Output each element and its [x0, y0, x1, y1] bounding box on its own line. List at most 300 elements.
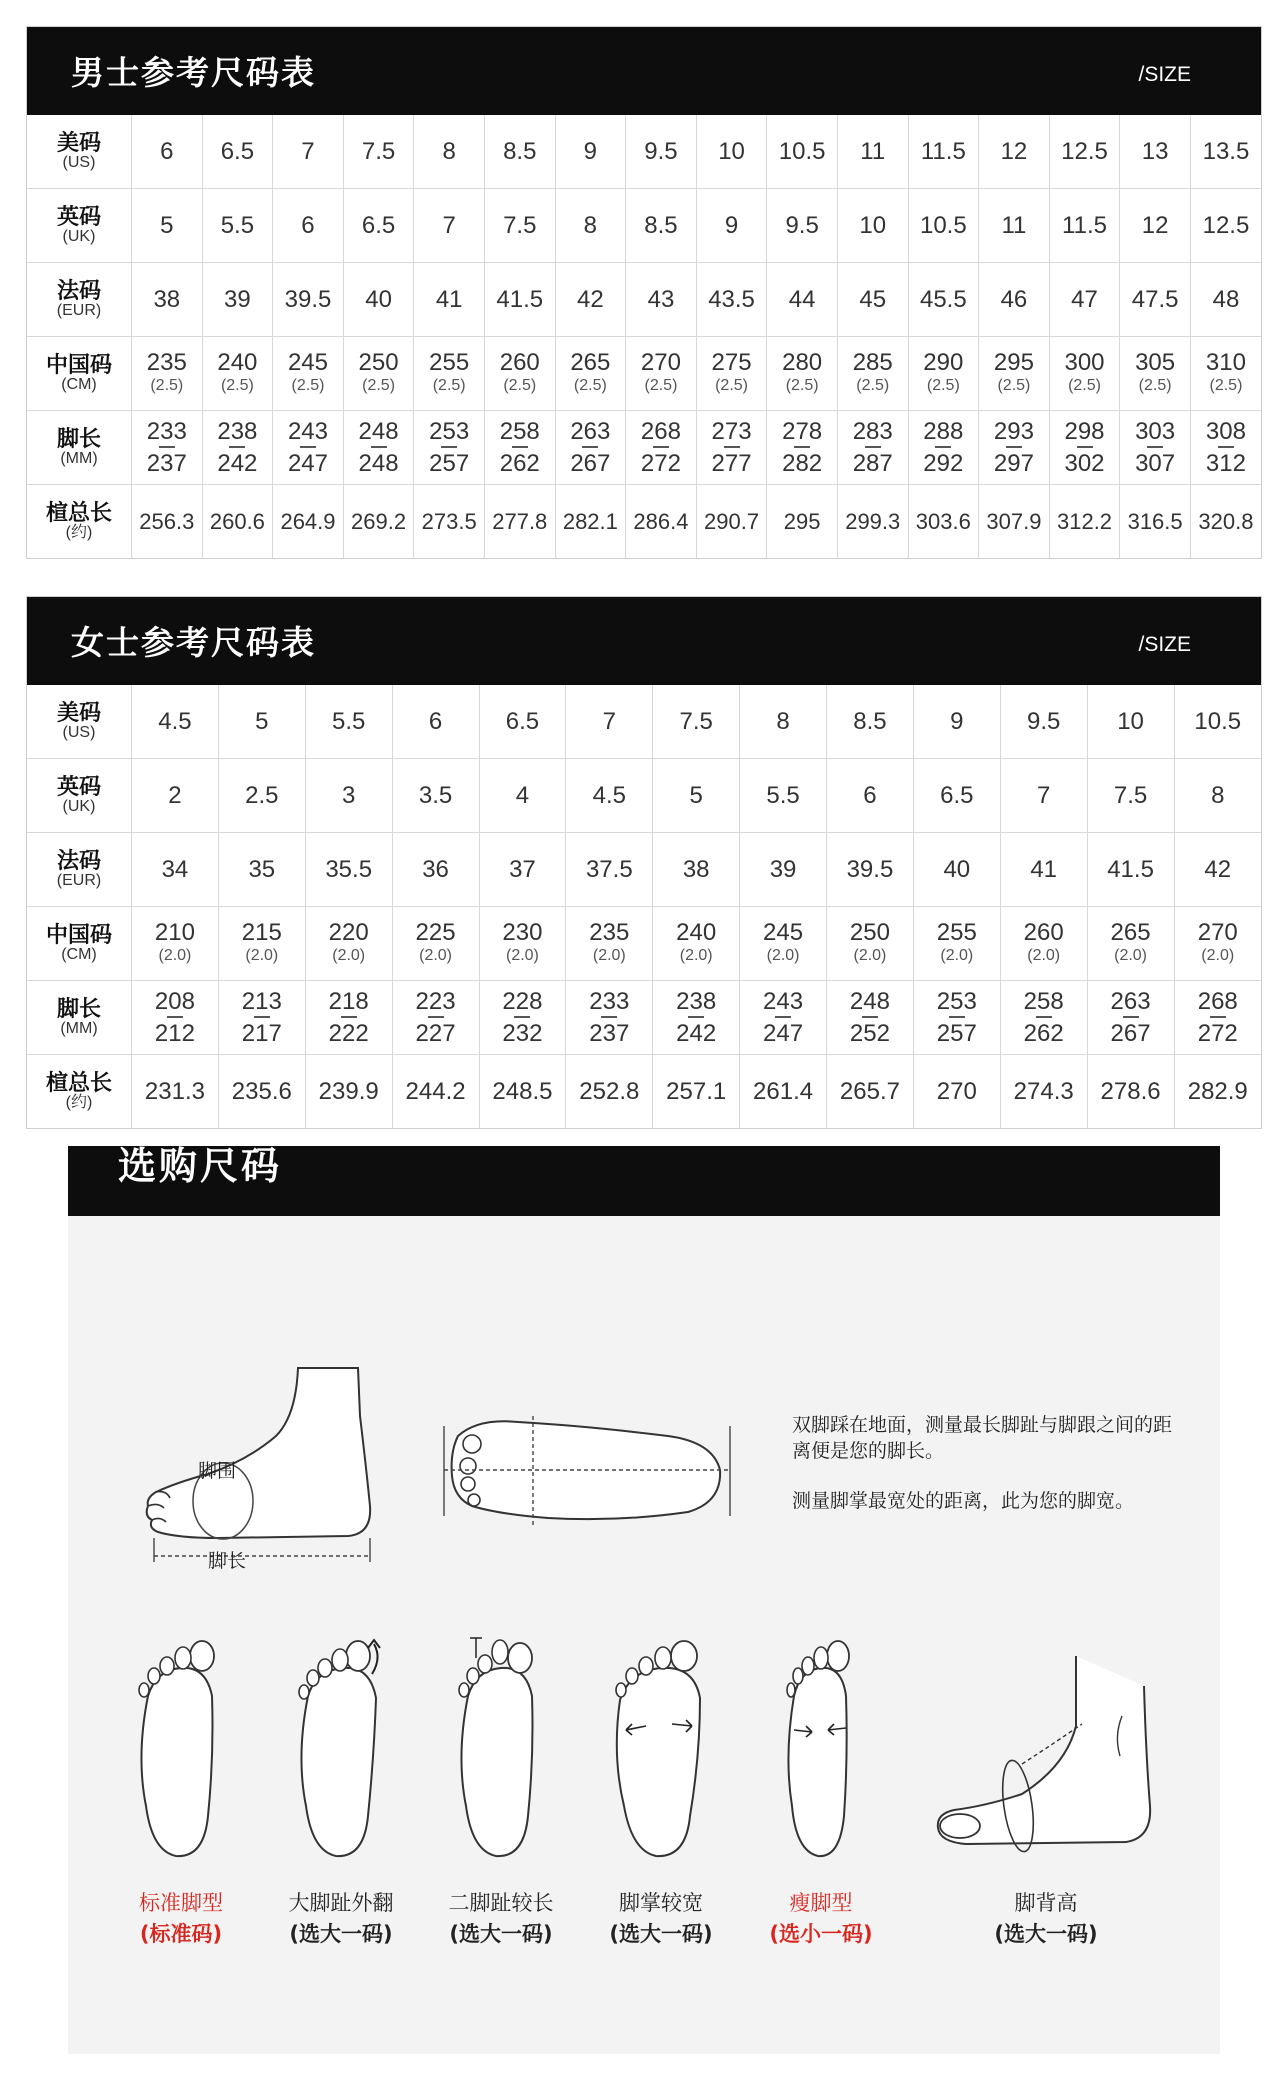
size-cell: 277.8	[484, 485, 555, 559]
mm-high: 312	[1205, 450, 1246, 477]
size-cell: 3.5	[392, 759, 479, 833]
foot-type-advice: (选大一码)	[289, 1922, 393, 1946]
girth-label: 脚围	[198, 1460, 237, 1482]
mm-high: 257	[429, 450, 470, 477]
size-cell: 316.5	[1120, 485, 1191, 559]
cm-value: 245	[763, 918, 804, 946]
size-cell	[566, 981, 653, 1055]
mm-high: 237	[146, 450, 187, 477]
size-cell	[414, 337, 485, 411]
size-guide	[68, 1146, 1220, 2054]
size-cell: 42	[555, 263, 626, 337]
size-cell: 12.5	[1049, 115, 1120, 189]
mm-low: 233	[589, 987, 630, 1015]
range-dash	[341, 1016, 357, 1018]
women-chart-title: 女士参考尺码表	[71, 623, 316, 662]
size-cell: 303.6	[908, 485, 979, 559]
size-cell: 265.7	[827, 1055, 914, 1129]
size-cell	[1190, 337, 1261, 411]
cm-width: (2.5)	[997, 377, 1031, 395]
mm-high: 248	[358, 450, 399, 477]
size-cell: 48	[1190, 263, 1261, 337]
foot-type-narrow	[731, 1888, 911, 1950]
size-cell: 261.4	[740, 1055, 827, 1129]
mm-high: 307	[1135, 450, 1176, 477]
row-us	[27, 685, 1261, 759]
foot-type-advice: (选大一码)	[609, 1922, 713, 1946]
row-header	[27, 115, 132, 189]
row-header	[27, 981, 132, 1055]
size-cell: 3	[305, 759, 392, 833]
cm-value: 260	[1023, 918, 1064, 946]
row-eur	[27, 263, 1261, 337]
cm-value: 270	[640, 348, 681, 376]
size-cell: 46	[979, 263, 1050, 337]
range-dash	[1036, 1016, 1052, 1018]
size-cell	[273, 411, 344, 485]
size-cell: 7	[1000, 759, 1087, 833]
size-cell	[696, 337, 767, 411]
row-header	[27, 759, 132, 833]
size-cell	[132, 337, 203, 411]
row-header-en: (CM)	[61, 375, 97, 393]
size-cell	[414, 411, 485, 485]
top-foot-measure-icon	[438, 1406, 738, 1536]
size-cell	[392, 907, 479, 981]
size-cell	[555, 337, 626, 411]
size-cell: 264.9	[273, 485, 344, 559]
size-cell: 6	[392, 685, 479, 759]
size-cell: 35.5	[305, 833, 392, 907]
size-cell: 44	[767, 263, 838, 337]
row-header-en: (MM)	[60, 1019, 98, 1037]
row-cm	[27, 337, 1261, 411]
range-dash	[1147, 446, 1163, 448]
size-cell	[555, 411, 626, 485]
men-size-table	[27, 115, 1261, 558]
size-cell: 9.5	[1000, 685, 1087, 759]
women-size-table	[27, 685, 1261, 1128]
size-cell	[218, 907, 305, 981]
size-cell: 10.5	[767, 115, 838, 189]
mm-high: 227	[415, 1020, 456, 1047]
size-cell	[767, 411, 838, 485]
foot-type-name: 瘦脚型	[789, 1891, 853, 1915]
row-header-cn: 法码	[56, 278, 101, 304]
size-cell: 6.5	[343, 189, 414, 263]
cm-value: 245	[287, 348, 328, 376]
cm-value: 280	[782, 348, 823, 376]
cm-width: (2.5)	[926, 377, 960, 395]
size-cell: 8.5	[626, 189, 697, 263]
cm-value: 255	[936, 918, 977, 946]
size-cell: 35	[218, 833, 305, 907]
size-cell	[1120, 337, 1191, 411]
size-cell	[202, 337, 273, 411]
cm-value: 265	[1110, 918, 1151, 946]
row-header-cn: 美码	[56, 130, 101, 156]
row-header-en: (约)	[65, 1093, 93, 1111]
size-cell: 41.5	[1087, 833, 1174, 907]
cm-width: (2.0)	[245, 947, 279, 965]
cm-width: (2.5)	[715, 377, 748, 395]
mm-high: 267	[570, 450, 611, 477]
size-cell: 8	[740, 685, 827, 759]
bunion-foot-icon	[286, 1636, 396, 1866]
cm-value: 235	[589, 918, 630, 946]
range-dash	[688, 1016, 704, 1018]
mm-low: 228	[502, 987, 543, 1015]
row-header-en: (CM)	[61, 945, 97, 963]
range-dash	[441, 446, 457, 448]
size-cell: 7.5	[484, 189, 555, 263]
cm-value: 270	[1197, 918, 1238, 946]
mm-low: 258	[499, 417, 540, 445]
size-cell: 39.5	[273, 263, 344, 337]
size-cell: 312.2	[1049, 485, 1120, 559]
size-cell: 270	[913, 1055, 1000, 1129]
guide-body	[68, 1216, 1220, 2054]
cm-value: 295	[993, 348, 1034, 376]
size-cell	[132, 981, 219, 1055]
mm-high: 262	[499, 450, 540, 477]
mm-high: 232	[502, 1020, 543, 1047]
size-cell	[908, 411, 979, 485]
size-cell: 10.5	[908, 189, 979, 263]
size-cell: 244.2	[392, 1055, 479, 1129]
size-cell	[1190, 411, 1261, 485]
cm-value: 220	[328, 918, 369, 946]
size-cell: 11	[979, 189, 1050, 263]
row-cm	[27, 907, 1261, 981]
size-cell: 295	[767, 485, 838, 559]
cm-value: 250	[358, 348, 399, 376]
row-header-cn: 中国码	[45, 922, 112, 948]
size-cell	[1174, 907, 1261, 981]
mm-high: 302	[1064, 450, 1105, 477]
range-dash	[653, 446, 669, 448]
row-header-cn: 楦总长	[45, 500, 112, 526]
cm-width: (2.0)	[940, 947, 974, 965]
mm-high: 287	[852, 450, 893, 477]
cm-width: (2.5)	[362, 377, 396, 395]
cm-width: (2.0)	[419, 947, 453, 965]
foot-type-advice: (标准码)	[139, 1922, 223, 1946]
row-header	[27, 189, 132, 263]
men-chart-header	[27, 27, 1261, 115]
cm-value: 240	[217, 348, 258, 376]
foot-type-advice: (选大一码)	[994, 1922, 1098, 1946]
size-cell: 282.1	[555, 485, 626, 559]
mm-low: 248	[849, 987, 890, 1015]
size-cell	[1049, 411, 1120, 485]
row-header-en: (EUR)	[56, 301, 102, 319]
size-cell: 286.4	[626, 485, 697, 559]
size-cell: 8.5	[484, 115, 555, 189]
size-cell	[837, 337, 908, 411]
mm-high: 252	[849, 1020, 890, 1047]
size-cell	[1174, 981, 1261, 1055]
cm-width: (2.5)	[291, 377, 325, 395]
size-cell: 39.5	[827, 833, 914, 907]
range-dash	[1210, 1016, 1226, 1018]
mm-high: 272	[1197, 1020, 1238, 1047]
range-dash	[371, 446, 387, 448]
mm-high: 212	[154, 1020, 195, 1047]
size-cell	[827, 981, 914, 1055]
size-cell: 13	[1120, 115, 1191, 189]
foot-type-high-instep	[956, 1888, 1136, 1950]
cm-value: 255	[429, 348, 470, 376]
cm-width: (2.0)	[332, 947, 366, 965]
mm-low: 258	[1023, 987, 1064, 1015]
row-header-en: (UK)	[62, 797, 96, 815]
row-eur	[27, 833, 1261, 907]
cm-width: (2.5)	[644, 377, 678, 395]
size-cell: 7	[414, 189, 485, 263]
row-us	[27, 115, 1261, 189]
cm-width: (2.0)	[592, 947, 626, 965]
mm-high: 242	[676, 1020, 717, 1047]
size-cell	[132, 907, 219, 981]
men-chart-title: 男士参考尺码表	[71, 53, 316, 92]
row-header-en: (UK)	[62, 227, 96, 245]
cm-value: 260	[499, 348, 540, 376]
foot-type-bunion	[251, 1888, 431, 1950]
range-dash	[167, 1016, 183, 1018]
row-header	[27, 263, 132, 337]
size-cell: 307.9	[979, 485, 1050, 559]
size-cell: 2	[132, 759, 219, 833]
size-cell: 9.5	[767, 189, 838, 263]
range-dash	[1218, 446, 1234, 448]
size-cell: 7.5	[343, 115, 414, 189]
women-size-chart	[26, 596, 1262, 1129]
size-cell	[913, 981, 1000, 1055]
size-cell: 274.3	[1000, 1055, 1087, 1129]
row-header-cn: 英码	[56, 204, 101, 230]
size-cell	[305, 907, 392, 981]
range-dash	[300, 446, 316, 448]
size-cell: 5	[218, 685, 305, 759]
size-cell: 6	[132, 115, 203, 189]
mm-low: 218	[328, 987, 369, 1015]
size-cell: 231.3	[132, 1055, 219, 1129]
mm-low: 268	[640, 417, 681, 445]
size-cell: 36	[392, 833, 479, 907]
size-cell	[202, 411, 273, 485]
cm-width: (2.0)	[853, 947, 887, 965]
mm-high: 272	[640, 450, 681, 477]
row-header-en: (US)	[62, 153, 96, 171]
cm-width: (2.0)	[1027, 947, 1061, 965]
size-cell	[653, 907, 740, 981]
size-cell: 11.5	[908, 115, 979, 189]
size-cell: 9.5	[626, 115, 697, 189]
cm-value: 235	[146, 348, 187, 376]
size-cell: 2.5	[218, 759, 305, 833]
cm-width: (2.0)	[158, 947, 192, 965]
range-dash	[1123, 1016, 1139, 1018]
size-cell: 43	[626, 263, 697, 337]
size-cell: 5.5	[202, 189, 273, 263]
size-cell	[218, 981, 305, 1055]
guide-header	[68, 1146, 1220, 1216]
size-cell: 278.6	[1087, 1055, 1174, 1129]
size-cell: 282.9	[1187, 1077, 1248, 1105]
mm-low: 298	[1064, 417, 1105, 445]
range-dash	[159, 446, 175, 448]
size-cell: 8.5	[827, 685, 914, 759]
cm-width: (2.0)	[1201, 947, 1235, 965]
row-last	[27, 1055, 1261, 1129]
range-dash	[229, 446, 245, 448]
mm-high: 247	[287, 450, 328, 477]
size-cell	[566, 907, 653, 981]
size-cell: 273.5	[414, 485, 485, 559]
size-cell	[979, 337, 1050, 411]
range-dash	[514, 1016, 530, 1018]
row-uk	[27, 189, 1261, 263]
cm-width: (2.5)	[573, 377, 607, 395]
size-cell: 34	[132, 833, 219, 907]
mm-low: 278	[782, 417, 823, 445]
size-cell: 9	[555, 115, 626, 189]
size-cell	[767, 337, 838, 411]
size-cell	[1087, 907, 1174, 981]
row-header-cn: 中国码	[45, 352, 112, 378]
row-last	[27, 485, 1261, 559]
size-cell: 12.5	[1190, 189, 1261, 263]
size-cell	[837, 411, 908, 485]
size-cell: 42	[1174, 833, 1261, 907]
size-cell: 41.5	[484, 263, 555, 337]
high-instep-icon	[926, 1646, 1166, 1866]
row-header	[27, 411, 132, 485]
guide-title: 选购尺码	[118, 1144, 283, 1188]
narrow-foot-icon	[766, 1636, 876, 1866]
size-cell	[696, 411, 767, 485]
size-cell: 47.5	[1120, 263, 1191, 337]
cm-value: 240	[676, 918, 717, 946]
row-uk	[27, 759, 1261, 833]
mm-high: 242	[217, 450, 258, 477]
mm-high: 282	[782, 450, 823, 477]
mm-high: 237	[589, 1020, 630, 1047]
size-cell: 4	[479, 759, 566, 833]
size-cell: 257.1	[653, 1055, 740, 1129]
range-dash	[775, 1016, 791, 1018]
size-cell: 41	[1000, 833, 1087, 907]
row-header-cn: 脚长	[56, 996, 101, 1022]
cm-value: 210	[154, 918, 195, 946]
size-cell: 38	[653, 833, 740, 907]
size-cell: 9	[913, 685, 1000, 759]
size-cell: 12	[979, 115, 1050, 189]
size-cell: 269.2	[343, 485, 414, 559]
length-label: 脚长	[208, 1550, 247, 1572]
cm-value: 230	[502, 918, 543, 946]
men-size-chart	[26, 26, 1262, 559]
size-cell: 7.5	[1087, 759, 1174, 833]
size-cell: 39	[740, 833, 827, 907]
row-header	[27, 833, 132, 907]
mm-low: 303	[1135, 417, 1176, 445]
cm-value: 250	[849, 918, 890, 946]
cm-width: (2.5)	[220, 377, 254, 395]
cm-width: (2.0)	[505, 947, 539, 965]
mm-low: 273	[711, 417, 752, 445]
size-cell: 299.3	[837, 485, 908, 559]
size-cell: 10	[837, 189, 908, 263]
row-header-cn: 脚长	[56, 426, 101, 452]
cm-width: (2.5)	[1068, 377, 1101, 395]
cm-value: 290	[923, 348, 964, 376]
range-dash	[862, 1016, 878, 1018]
cm-width: (2.5)	[432, 377, 466, 395]
long-second-toe-icon	[446, 1636, 556, 1866]
mm-low: 263	[1110, 987, 1151, 1015]
row-header-cn: 美码	[56, 700, 101, 726]
women-chart-header	[27, 597, 1261, 685]
size-cell: 40	[343, 263, 414, 337]
size-cell: 7	[273, 115, 344, 189]
size-cell: 7.5	[653, 685, 740, 759]
mm-high: 297	[993, 450, 1034, 477]
range-dash	[601, 1016, 617, 1018]
mm-low: 233	[146, 417, 187, 445]
mm-low: 263	[570, 417, 611, 445]
row-header-cn: 楦总长	[45, 1070, 112, 1096]
cm-value: 305	[1135, 348, 1176, 376]
size-cell: 41	[414, 263, 485, 337]
size-cell: 39	[202, 263, 273, 337]
size-cell: 320.8	[1198, 508, 1254, 534]
foot-type-name: 大脚趾外翻	[288, 1891, 394, 1915]
size-cell: 47	[1049, 263, 1120, 337]
size-cell: 5	[132, 189, 203, 263]
range-dash	[582, 446, 598, 448]
row-header-en: (MM)	[60, 449, 98, 467]
size-cell: 10.5	[1174, 685, 1261, 759]
row-header	[27, 907, 132, 981]
mm-low: 208	[154, 987, 195, 1015]
size-cell: 7	[566, 685, 653, 759]
size-cell	[392, 981, 479, 1055]
mm-low: 243	[287, 417, 328, 445]
row-header	[27, 337, 132, 411]
mm-low: 308	[1205, 417, 1246, 445]
size-cell: 37	[479, 833, 566, 907]
size-cell: 6.5	[479, 685, 566, 759]
size-cell	[653, 981, 740, 1055]
mm-high: 292	[923, 450, 964, 477]
size-cell	[343, 337, 414, 411]
range-dash	[794, 446, 810, 448]
mm-low: 288	[923, 417, 964, 445]
mm-high: 257	[936, 1020, 977, 1047]
size-cell: 290.7	[696, 485, 767, 559]
range-dash	[1077, 446, 1093, 448]
row-mm	[27, 981, 1261, 1055]
size-cell: 5.5	[305, 685, 392, 759]
cm-value: 215	[241, 918, 282, 946]
size-cell: 45.5	[908, 263, 979, 337]
size-cell	[908, 337, 979, 411]
size-cell	[827, 907, 914, 981]
row-header-cn: 法码	[56, 848, 101, 874]
size-cell: 5.5	[740, 759, 827, 833]
